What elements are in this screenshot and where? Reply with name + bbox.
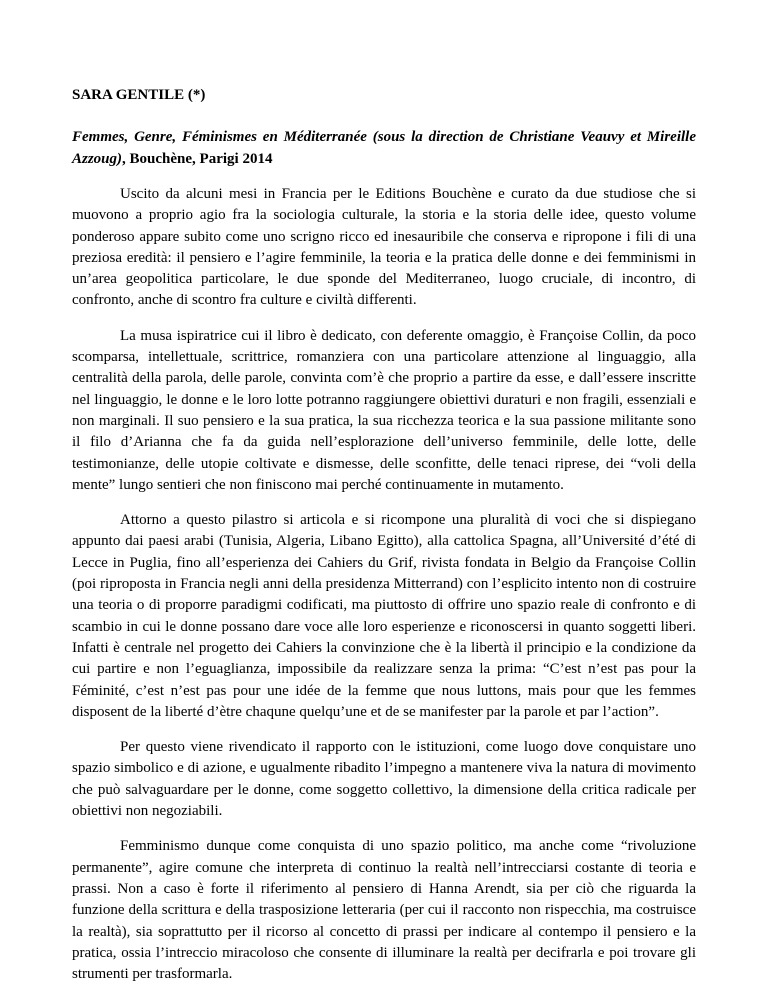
book-publisher: , Bouchène, Parigi 2014 [122,150,273,167]
book-title: Femmes, Genre, Féminismes en Méditerranée (sous la direction de Christiane Veauvy et Mireille Azzoug) [72,129,696,167]
body-paragraph-2: La musa ispiratrice cui il libro è dedicato, con deferente omaggio, è Françoise Collin, da poco scomparsa, intellettuale, scrittrice, romanziera con una particolare attenzione al linguaggio, alla centralità della parola, delle parole, convinta com’è che proprio a partire da esse, e dall’essere inscritte nel linguaggio, le donne e le loro lotte potranno raggiungere obiettivi duraturi e non fragili, essenziali e non marginali. Il suo pensiero e la sua pratica, la sua ricchezza teorica e la sua passione militante sono il filo d’Arianna che fa da guida nell’esplorazione dell’universo femminile, delle lotte, delle testimonianze, delle utopie coltivate e dismesse, delle sconfitte, delle tenaci riprese, dei “voli della mente” lungo sentieri che non finiscono mai perché continuamente in mutamento. [72,327,696,493]
author-name: SARA GENTILE (*) [72,87,206,103]
body-paragraph-4: Per questo viene rivendicato il rapporto con le istituzioni, come luogo dove conquistare uno spazio simbolico e di azione, e ugualmente ribadito l’impegno a mantenere viva la natura di movimento che può salvaguardare per le donne, come soggetto collettivo, la dimensione della critica radicale per obiettivi non negoziabili. [72,739,696,820]
book-reference [72,127,696,170]
document-page [72,85,696,999]
body-paragraph-1: Uscito da alcuni mesi in Francia per le Editions Bouchène e curato da due studiose che si muovono a proprio agio fra la sociologia culturale, la storia e la storia delle idee, questo volume ponderoso appare subito come uno scrigno ricco ed inesauribile che conserva e ripropone i fili di una preziosa eredità: il pensiero e l’agire femminile, la teoria e la pratica delle donne e dei femminismi in un’area geopolitica particolare, le due sponde del Mediterraneo, luogo cruciale, di incontro, di confronto, anche di scontro fra culture e civiltà differenti. [72,186,696,309]
body-paragraph-3: Attorno a questo pilastro si articola e si ricompone una pluralità di voci che si dispiegano appunto dai paesi arabi (Tunisia, Algeria, Libano Egitto), alla cattolica Spagna, all’Université d’été di Lecce in Puglia, fino all’esperienza dei Cahiers du Grif, rivista fondata in Belgio da Françoise Collin (poi riproposta in Francia negli anni della presidenza Mitterrand) con l’esplicito intento non di costruire una teoria o di proporre paradigmi codificati, ma piuttosto di offrire uno spazio reale di confronto e di scambio in cui le donne possano dare voce alle loro esperienze e riconoscersi in quanto soggetti liberi. Infatti è centrale nel progetto dei Cahiers la convinzione che è la libertà il principio e la condizione da cui partire e non l’eguaglianza, impossibile da realizzare senza la prima: “C’est n’est pas pour la Féminité, c’est n’est pas pour une idée de la femme que nous luttons, mais pour que les femmes disposent de la liberté d’ètre chaqune quelqu’une et de se manifester par la parole et par l’action”. [72,512,696,720]
body-paragraph-5: Femminismo dunque come conquista di uno spazio politico, ma anche come “rivoluzione permanente”, agire comune che interpreta di continuo la realtà nell’intrecciarsi costante di teoria e prassi. Non a caso è forte il riferimento al pensiero di Hanna Arendt, sia per ciò che riguarda la funzione della scrittura e della trasposizione letteraria (per cui il racconto non rispecchia, ma costruisce la realtà), sia soprattutto per il ricorso al concetto di prassi per indicare al contempo il pensiero e la pratica, ossia l’intreccio miracoloso che consente di illuminare la realtà per decifrarla e poi trovare gli strumenti per trasformarla. [72,838,696,983]
